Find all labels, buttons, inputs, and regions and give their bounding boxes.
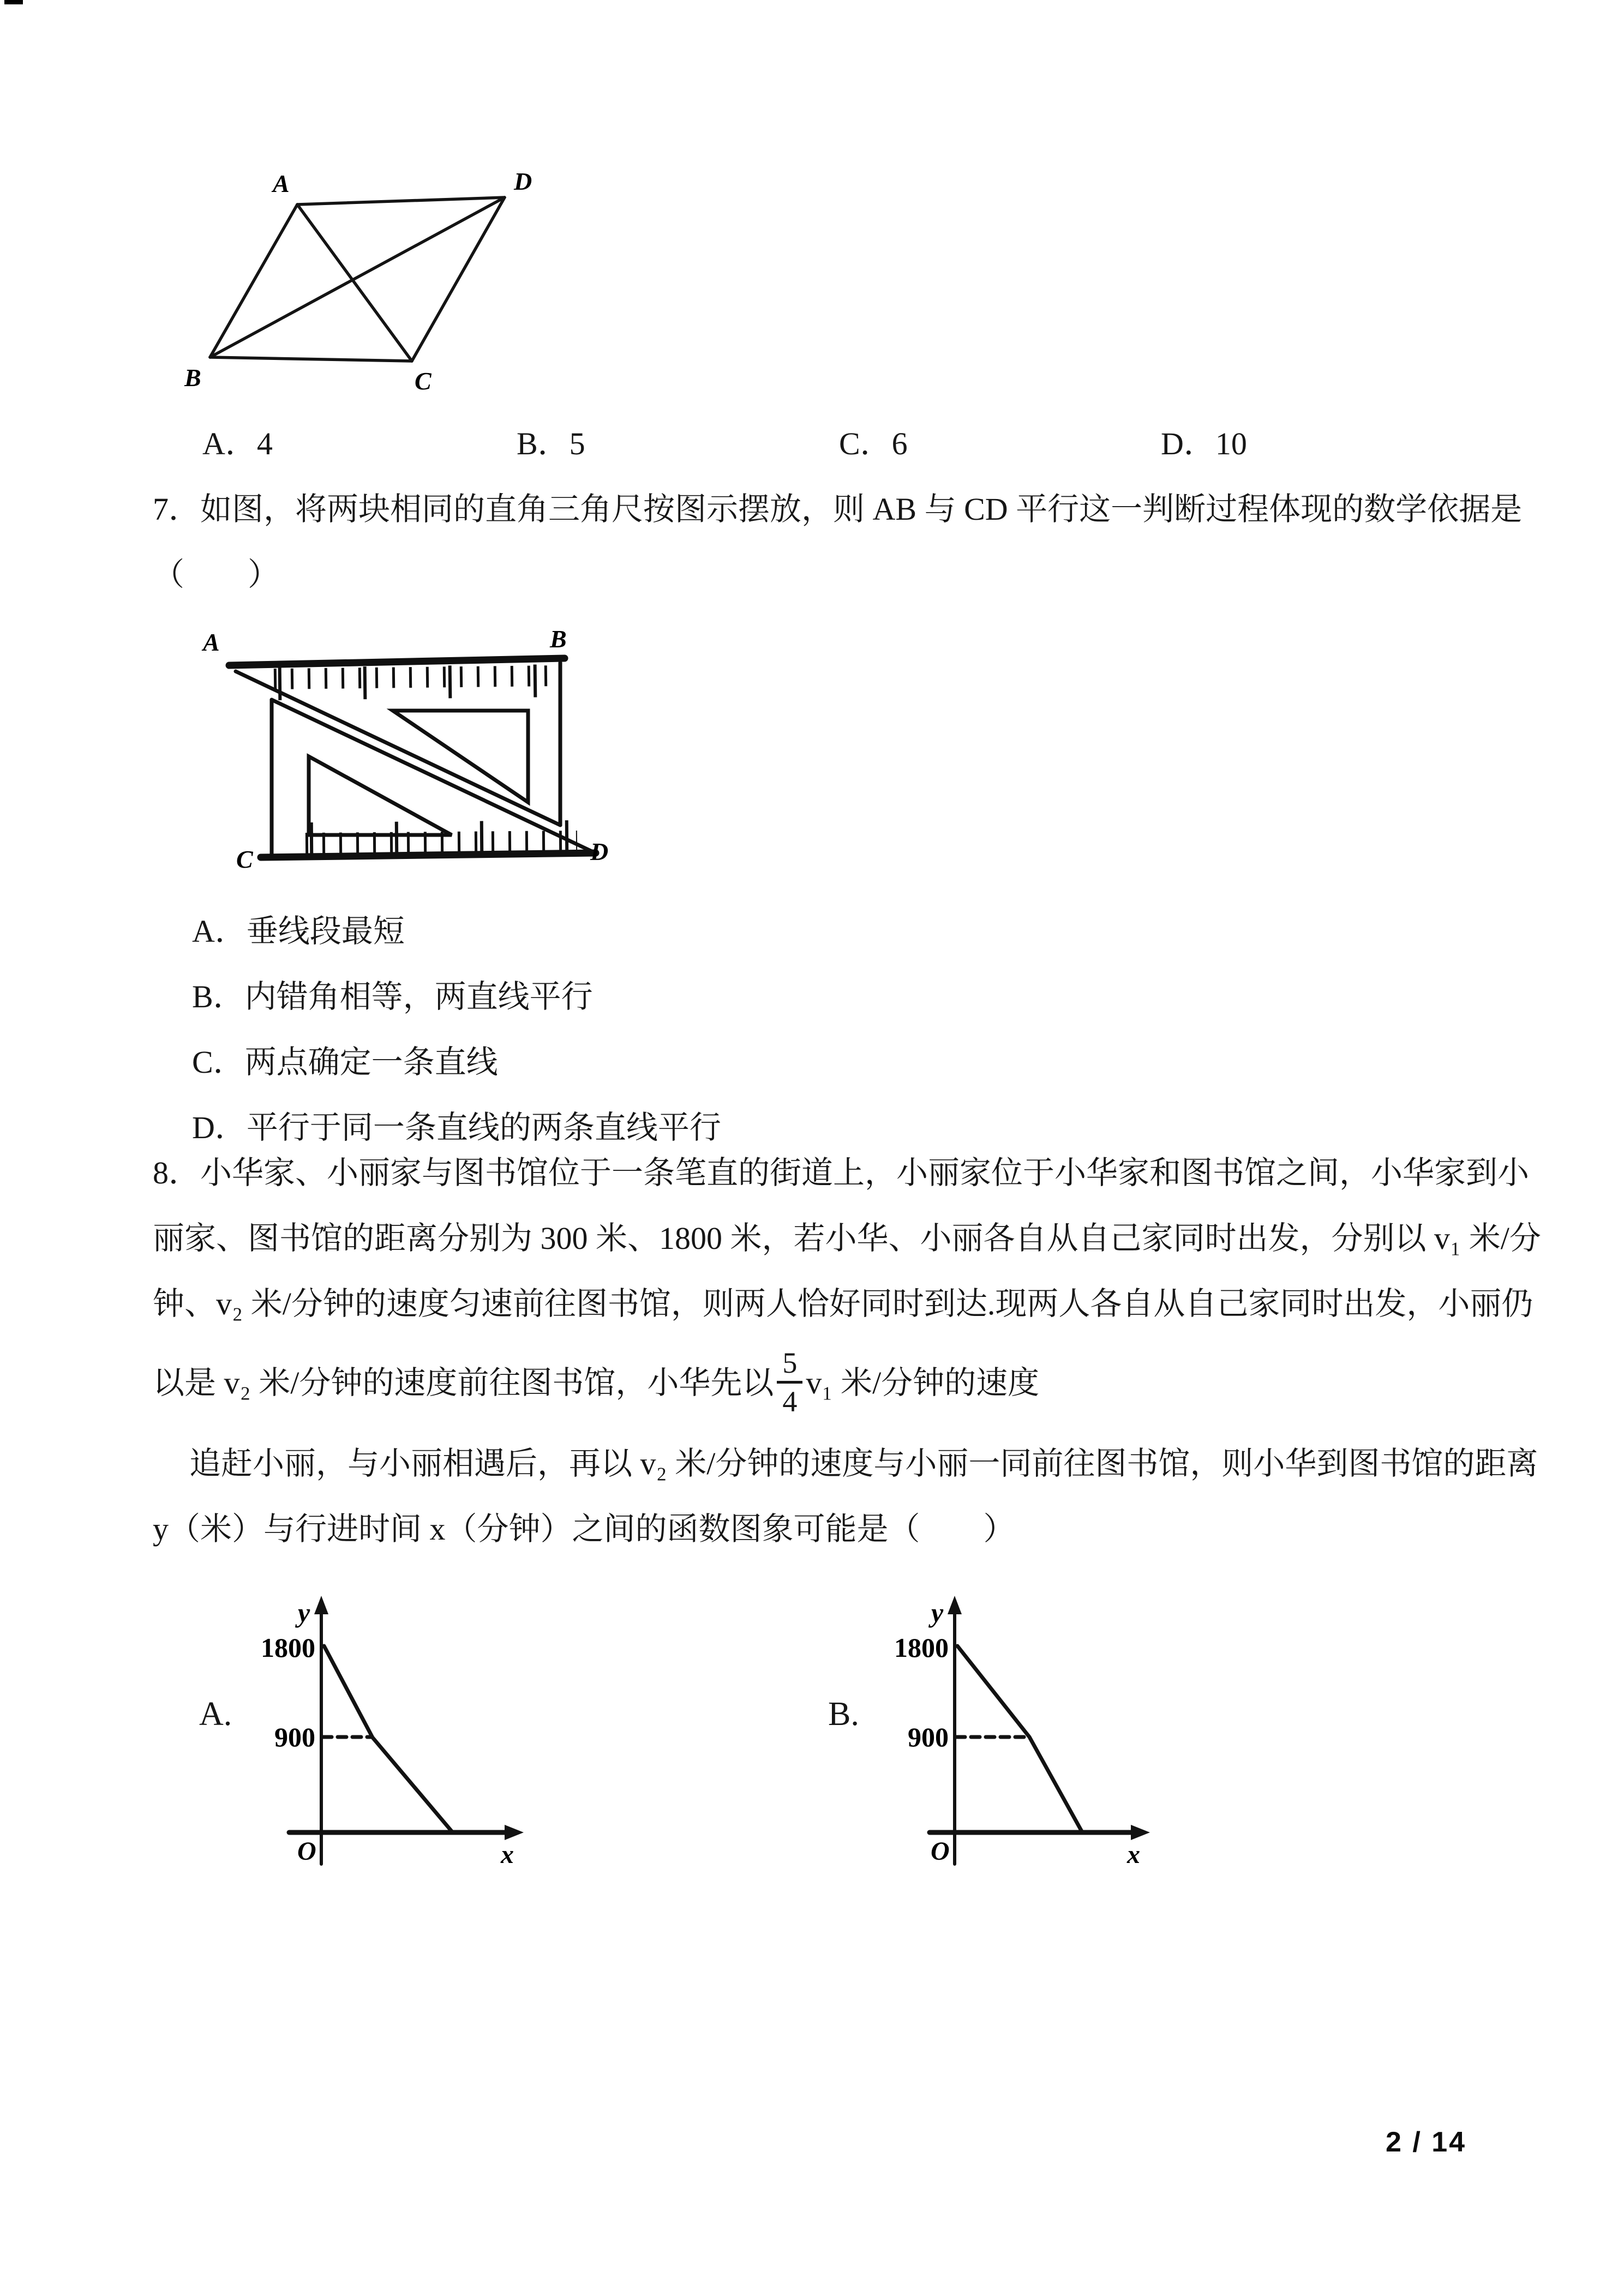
fraction-denominator: 4 <box>782 1385 798 1418</box>
q7-option-d: D．平行于同一条直线的两条直线平行 <box>192 1110 721 1145</box>
q7-stem-line2: （ ） <box>153 557 280 592</box>
edge-cb <box>210 357 412 361</box>
scan-artifact <box>4 0 23 4</box>
graph-a-x-label: x <box>501 1840 514 1869</box>
q8-stem-line5: 追赶小丽，与小丽相遇后，再以 v₂ 米/分钟的速度与小丽一同前往图书馆，则小华到图书馆的距离 <box>189 1446 1538 1481</box>
graph-a-y-label: y <box>298 1597 310 1628</box>
graph-b-tick-1800: 1800 <box>894 1632 949 1663</box>
graph-b-tick-900: 900 <box>908 1722 949 1752</box>
lower-triangle-hypotenuse <box>272 700 593 852</box>
graph-a-origin-label: O <box>297 1837 316 1866</box>
q8-stem-line6: y（米）与行进时间 x（分钟）之间的函数图象可能是（ ） <box>153 1511 1015 1547</box>
lower-triangle-cutout <box>309 756 452 835</box>
q6-option-b: B．5 <box>517 426 585 461</box>
vertex-label-c: C <box>415 367 432 395</box>
ruler-label-d: D <box>590 838 609 865</box>
upper-triangle-hypotenuse <box>236 671 560 825</box>
graph-a-x-arrowhead <box>505 1825 524 1840</box>
graph-b-option-label: B. <box>828 1696 859 1733</box>
graph-b-origin-label: O <box>931 1837 950 1866</box>
vertex-label-b: B <box>184 364 201 392</box>
vertex-label-d: D <box>514 167 532 195</box>
graph-a-y-arrowhead <box>314 1596 328 1614</box>
diagonal-ac <box>297 205 412 361</box>
set-square-figure <box>180 614 649 870</box>
q8-stem-line3: 钟、v₂ 米/分钟的速度匀速前往图书馆，则两人恰好同时到达.现两人各自从自己家同时出发，小丽仍 <box>153 1286 1533 1321</box>
ruler-label-b: B <box>550 625 567 653</box>
line-ab <box>229 658 565 665</box>
page-number: 2 / 14 <box>1386 2126 1467 2158</box>
q7-stem-line1: 7．如图，将两块相同的直角三角尺按图示摆放，则 AB 与 CD 平行这一判断过程体现的数学依据是 <box>153 491 1523 527</box>
q7-option-a: A．垂线段最短 <box>192 913 405 949</box>
graph-a-tick-900: 900 <box>274 1722 315 1752</box>
q8-stem-line1: 8．小华家、小丽家与图书馆位于一条笔直的街道上，小丽家位于小华家和图书馆之间，小华家到小 <box>153 1155 1530 1191</box>
graph-b-x-arrowhead <box>1131 1825 1150 1840</box>
line-cd <box>261 853 596 857</box>
graph-a-option-label: A. <box>199 1696 232 1733</box>
q6-option-a: A．4 <box>202 426 273 461</box>
q7-option-b: B．内错角相等，两直线平行 <box>192 979 593 1014</box>
vertex-label-a: A <box>273 170 290 197</box>
graph-b-y-label: y <box>931 1597 944 1628</box>
q8-stem-line2: 丽家、图书馆的距离分别为 300 米、1800 米，若小华、小丽各自从自己家同时出发，分别以 v₁ 米/分 <box>153 1221 1541 1256</box>
top-ruler-major-ticks <box>278 681 558 684</box>
edge-ad <box>297 197 505 205</box>
bottom-ruler-minor-ticks <box>305 841 577 843</box>
q6-option-c: C．6 <box>839 426 908 461</box>
ruler-label-a: A <box>203 628 220 656</box>
graph-b-figure <box>878 1592 1173 1871</box>
q8-line4-pre: 以是 v₂ 米/分钟的速度前往图书馆，小华先以 <box>153 1365 774 1401</box>
ruler-label-c: C <box>236 845 253 870</box>
graph-b-y-arrowhead <box>948 1596 962 1614</box>
q7-option-c: C．两点确定一条直线 <box>192 1044 498 1080</box>
quadrilateral-figure <box>180 158 595 398</box>
fraction-five-fourths <box>777 1347 802 1416</box>
top-ruler-minor-ticks <box>274 676 558 679</box>
q8-stem-line4 <box>153 1347 1040 1421</box>
q8-line4-post: v₁ 米/分钟的速度 <box>806 1365 1040 1401</box>
graph-a-tick-1800: 1800 <box>261 1632 315 1663</box>
graph-b-x-label: x <box>1127 1840 1140 1869</box>
fraction-numerator: 5 <box>777 1347 802 1384</box>
q6-option-d: D．10 <box>1161 426 1247 461</box>
graph-a-figure <box>245 1592 540 1871</box>
